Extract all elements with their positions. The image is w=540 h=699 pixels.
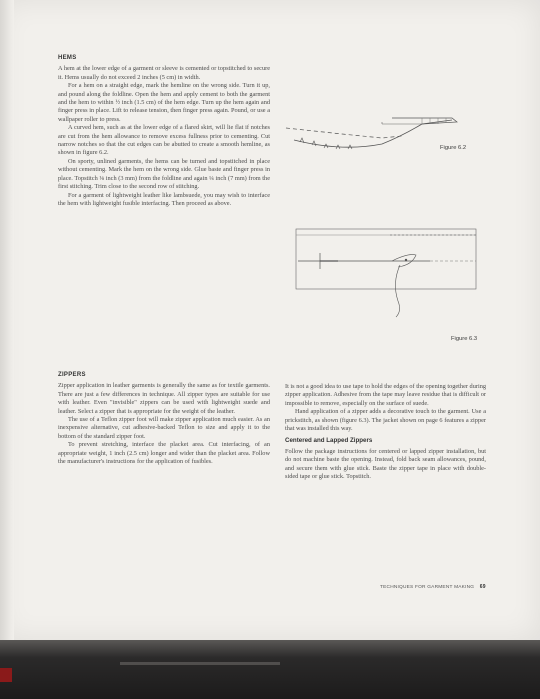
zippers-section — [58, 371, 270, 466]
zippers-paragraph-3: To prevent stretching, interface the placket area. Cut interfacing, of an appropriate weight, 1 inch (2.5 cm) longer and wider than the placket area. Follow the manufacturer's instructions for the application of fusibles. — [58, 441, 270, 466]
hems-section — [58, 54, 270, 208]
figure-6-3-illustration — [280, 225, 490, 325]
zippers-paragraph-1: Zipper application in leather garments is generally the same as for textile garments. There are just a few differences in technique. All zipper types are suitable for use with leather. Even "invisible" zippers can be used with lightweight suede and leather. Select a zipper that is appropriate for the weight of the leather. — [58, 382, 270, 415]
hems-paragraph-4: On sporty, unlined garments, the hems can be turned and topstitched in place without cementing. Mark the hem on the wrong side. Glue baste and finger press in place. Topstitch ⅛ inch (3 mm) from the foldline and again ¼ inch (7 mm) from the first stitching. Trim close to the second row of stitching. — [58, 157, 270, 191]
hems-paragraph-1: A hem at the lower edge of a garment or sleeve is cemented or topstitched to secure it. Hems usually do not exceed 2 inches (5 cm) in width. — [58, 65, 270, 81]
hems-paragraph-5: For a garment of lightweight leather like lambsuede, you may wish to interface the hem with lightweight fusible interfacing. Then proceed as above. — [58, 191, 270, 207]
centered-lapped-subheading: Centered and Lapped Zippers — [285, 437, 373, 445]
hems-paragraph-3: A curved hem, such as at the lower edge of a flared skirt, will lie flat if notches are cut from the hem allowance to remove excess fullness prior to cementing. Cut narrow notches so that the cut edges can be abutted to create a smooth hemline, as shown in figure 6.2. — [58, 124, 270, 157]
hems-paragraph-2: For a hem on a straight edge, mark the hemline on the wrong side. Turn it up, and pound along the foldline. Open the hem and apply cement to both the garment and the hem to within ½ inch (1.5 cm) of the hem edge. Turn up the hem again and finger press in place. Lift to release tension, then finger press again. Pound, or use a wallpaper roller to press. — [58, 82, 270, 123]
tape-paragraph: It is not a good idea to use tape to hold the edges of the opening together during zipper application. Adhesive from the tape may leave residue that is difficult or impossible to remove, especially on the surface of suede. — [285, 383, 486, 407]
centered-lapped-paragraph: Follow the package instructions for centered or lapped zipper installation, but do not machine baste the opening. Instead, fold back seam allowances, pound, and secure them with glue stick. Baste the zipper tape in place with double-sided tape or glue stick. Topstitch. — [285, 447, 486, 481]
edge-highlight — [120, 662, 280, 665]
hems-heading: HEMS — [58, 55, 77, 61]
figure-6-3-label: Figure 6.3 — [451, 336, 478, 342]
scan-bottom-edge — [0, 640, 540, 699]
hand-application-paragraph: Hand application of a zipper adds a decorative touch to the garment. Use a prickstitch, as shown (figure 6.3). The jacket shown on page 6 features a zipper that was installed this way. — [285, 408, 486, 433]
running-title: TECHNIQUES FOR GARMENT MAKING — [380, 585, 475, 590]
page-footer — [380, 584, 486, 590]
page-number: 69 — [479, 584, 486, 590]
figure-6-2-label: Figure 6.2 — [440, 145, 467, 151]
red-edge-mark — [0, 668, 12, 682]
zippers-heading: ZIPPERS — [58, 372, 86, 378]
right-column-text — [285, 383, 486, 481]
zippers-paragraph-2: The use of a Teflon zipper foot will make zipper application much easier. As an inexpensive alternative, cut adhesive-backed Teflon to size and apply it to the bottom of the standard zipper foot. — [58, 416, 270, 440]
